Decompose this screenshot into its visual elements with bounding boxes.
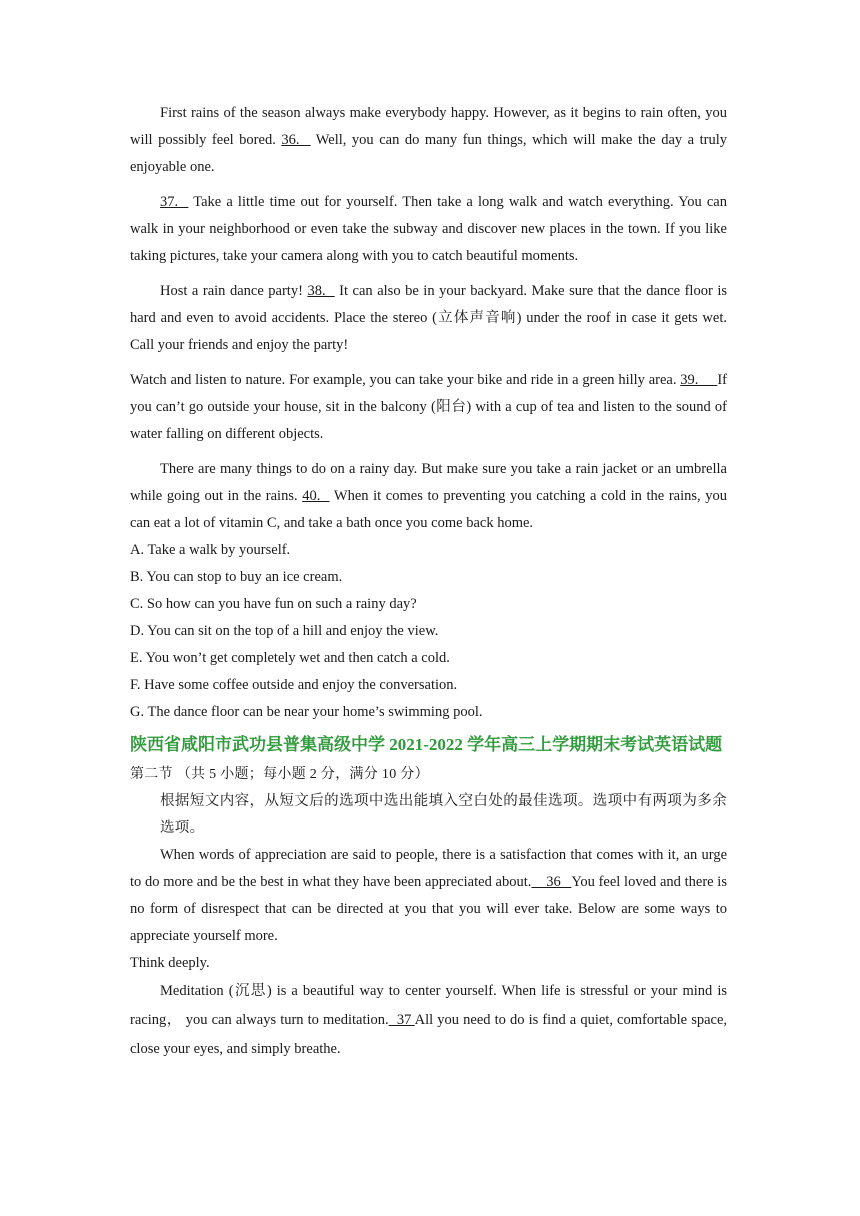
option-g: G. The dance floor can be near your home’s swimming pool. <box>130 704 483 720</box>
passage1-paragraph-2 <box>130 189 727 270</box>
passage1-paragraph-4 <box>130 367 727 448</box>
p2-1-text-a: When words of appreciation are said to people, there is a satisfaction that comes with it, an urge to do more and be the best in what they have been appreciated about. <box>130 847 727 890</box>
p2-3-text-b: All you need to do is find a quiet, comfortable space, close your eyes, and simply breathe. <box>130 1012 728 1057</box>
option-d: D. You can sit on the top of a hill and enjoy the view. <box>130 623 439 639</box>
passage2-paragraph-3 <box>130 977 727 1064</box>
p5-text-a: There are many things to do on a rainy day. But make sure you take a rain jacket or an umbrella while going out in the rains. <box>130 461 727 504</box>
blank-40: 40. <box>302 488 330 504</box>
p3-text-a: Host a rain dance party! <box>160 283 308 299</box>
option-a: A. Take a walk by yourself. <box>130 542 291 558</box>
options-list <box>130 537 727 726</box>
passage1-paragraph-5 <box>130 456 727 537</box>
passage1-paragraph-1 <box>130 100 727 181</box>
p5-text-b: When it comes to preventing you catching a cold in the rains, you can eat a lot of vitamin C, and take a bath once you come back home. <box>130 488 727 531</box>
p1-text-b: Well, you can do many fun things, which will make the day a truly enjoyable one. <box>130 132 727 175</box>
blank-37: 37. <box>160 194 189 210</box>
p3-text-b: It can also be in your backyard. Make sure that the dance floor is hard and even to avoid accidents. Place the stereo (立体声音响) under the roof in case it gets wet. Call your friends and enjoy the party! <box>130 283 727 353</box>
p4-text-a: Watch and listen to nature. For example, you can take your bike and ride in a green hilly area. <box>130 372 681 388</box>
p4-text-b: If you can’t go outside your house, sit in the balcony (阳台) with a cup of tea and listen to the sound of water falling on different objects. <box>130 372 727 442</box>
p2-1-text-b: You feel loved and there is no form of disrespect that can be directed at you that you will ever take. Below are some ways to appreciate yourself more. <box>130 874 727 944</box>
exam-title-heading: 陕西省咸阳市武功县普集高级中学 2021-2022 学年高三上学期期末考试英语试题 <box>130 735 723 754</box>
section-title: 第二节 （共 5 小题；每小题 2 分，满分 10 分） <box>130 767 429 782</box>
p1-text-a: First rains of the season always make everybody happy. However, as it begins to rain often, you will possibly feel bored. <box>130 105 727 148</box>
blank-37-passage2: 37 <box>388 1012 415 1028</box>
blank-38: 38. <box>307 283 335 299</box>
blank-36-passage2: 36 <box>531 874 572 890</box>
passage1-paragraph-3 <box>130 278 727 359</box>
option-f: F. Have some coffee outside and enjoy the conversation. <box>130 677 458 693</box>
option-c: C. So how can you have fun on such a rainy day? <box>130 596 417 612</box>
p2-3-text-a: Meditation (沉思) is a beautiful way to center yourself. When life is stressful or your mind is racing， you can always turn to meditation. <box>130 983 727 1028</box>
p2-text-a: Take a little time out for yourself. Then take a long walk and watch everything. You can walk in your neighborhood or even take the subway and discover new places in the town. If you like taking pictures, take your camera along with you to catch beautiful moments. <box>130 194 727 264</box>
blank-39: 39. <box>680 372 718 388</box>
passage2-paragraph-1 <box>130 842 727 950</box>
blank-36: 36. <box>281 132 311 148</box>
instructions: 根据短文内容，从短文后的选项中选出能填入空白处的最佳选项。选项中有两项为多余选项。 <box>160 793 727 836</box>
option-e: E. You won’t get completely wet and then catch a cold. <box>130 650 450 666</box>
passage2-subheading: Think deeply. <box>130 955 210 971</box>
document-page <box>130 100 727 1064</box>
option-b: B. You can stop to buy an ice cream. <box>130 569 343 585</box>
